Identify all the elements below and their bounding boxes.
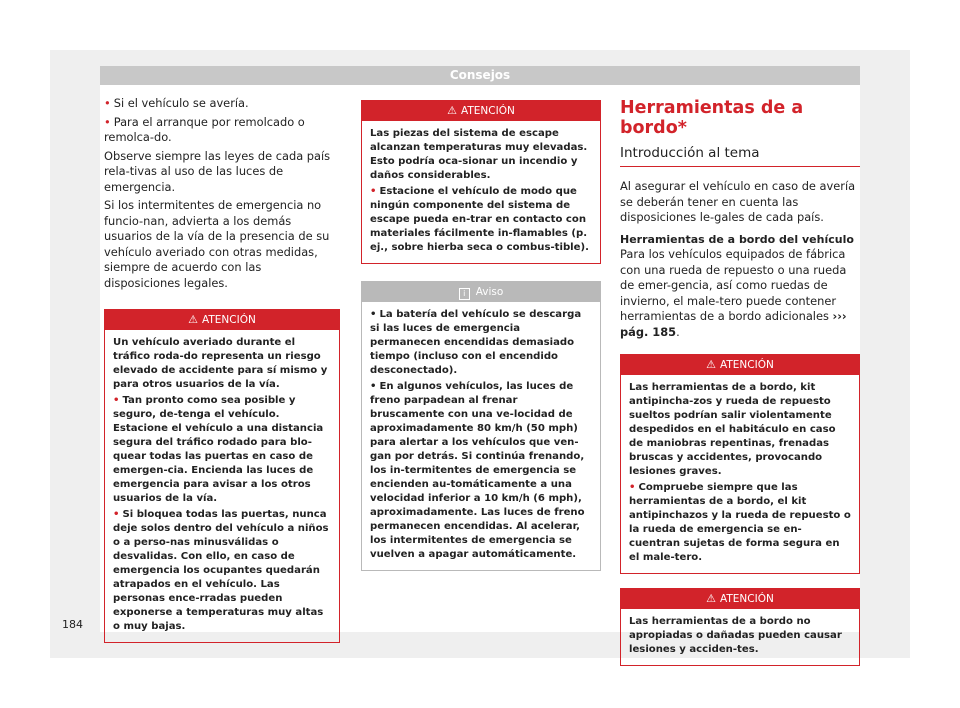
bullet-icon: • [104,114,111,129]
column-left [104,96,340,643]
list-item-text: Tan pronto como sea posible y seguro, de-tenga el vehículo. Estacione el vehículo a una distancia segura del tráfico rodado para blo-quear todas las puertas en caso de emergen-cia. Encienda las luces de emergencia para avisar a los otros usuarios de la vía. [113,395,324,504]
warning-body [621,609,859,665]
list-item-text: Compruebe siempre que las herramientas de a bordo, el kit antipinchazos y la rueda de repuesto o la rueda de emergencia se en-cuentran sujetas de forma segura en el male-tero. [629,482,851,563]
list-item-text: Si bloquea todas las puertas, nunca deje solos dentro del vehículo a niños o a perso-nas minusválidas o desvalidas. Con ello, en caso de emergencia los ocupantes quedarán atrapados en el vehículo. Las personas ence-rradas pueden exponerse a temperaturas muy altas o muy bajas. [113,509,329,632]
warning-text: Las herramientas de a bordo, kit antipincha-zos y rueda de repuesto sueltos podrían salir violentamente despedidos en el habitáculo en caso de maniobras repentinas, frenadas bruscas y accidentes, provocando lesiones graves. [629,382,836,477]
warning-header [621,355,859,375]
bullet-icon: • [113,509,120,520]
warning-box [620,354,860,574]
list-item [113,508,331,634]
list-item [629,481,851,565]
warning-title: ATENCIÓN [461,105,515,117]
bullet-icon: • [370,309,377,320]
section-header: Consejos [100,66,860,85]
note-body [362,302,600,570]
paragraph: Para los vehículos equipados de fábrica con una rueda de repuesto o una rueda de emer-gencia, así como ruedas de invierno, el male-tero puede contener herramientas de a bordo adicionales ››› pág. 185. [620,247,847,339]
note-title: Aviso [475,286,504,298]
warning-triangle-icon: ⚠ [706,592,717,605]
subheading: Herramientas de a bordo del vehículo [620,232,854,246]
column-right [620,98,860,666]
warning-box [361,100,601,264]
bullet-icon: • [113,395,120,406]
bullet-icon: • [104,96,111,110]
list-item [113,394,331,506]
warning-body [105,330,339,642]
warning-triangle-icon: ⚠ [447,104,458,117]
info-icon: i [459,288,470,300]
section-title: Herramientas de a bordo* [620,98,804,138]
list-item-text: La batería del vehículo se descarga si las luces de emergencia permanecen encendidas demasiado tiempo (incluso con el encendido desconectado). [370,309,582,376]
page-reference-link[interactable]: ››› pág. 185 [620,309,847,339]
list-item-text: En algunos vehículos, las luces de freno parpadean al frenar bruscamente con una ve-locidad de aproximadamente 80 km/h (50 mph) para alertar a los vehículos que ven-gan por detrás. Si continúa frenando, los in-termitentes de emergencia se encienden au-tomáticamente a una velocidad inferior a 10 km/h (6 mph), aproximadamente. Las luces de freno permanecen encendidas. Al acelerar, los intermitentes de emergencia se vuelven a apagar automáticamente. [370,381,585,560]
list-item [370,380,592,562]
warning-triangle-icon: ⚠ [188,313,199,326]
column-middle [361,100,601,571]
bullet-icon: • [629,482,636,493]
list-item [370,185,592,255]
list-item [370,308,592,378]
paragraph-text: Para los vehículos equipados de fábrica con una rueda de repuesto o una rueda de emer-gencia, así como ruedas de invierno, el male-tero puede contener herramientas de a bordo adicionales [620,247,847,323]
note-box [361,281,601,571]
paragraph: Si los intermitentes de emergencia no funcio-nan, advierta a los demás usuarios de la vía de la presencia de su vehículo averiado con otras medidas, siempre de acuerdo con las disposiciones legales. [104,198,330,290]
warning-title: ATENCIÓN [202,314,256,326]
section-subtitle: Introducción al tema [620,144,860,167]
warning-header [105,310,339,330]
paragraph: Al asegurar el vehículo en caso de avería se deberán tener en cuenta las disposiciones le-gales de cada país. [620,179,856,224]
warning-box [620,588,860,666]
warning-title: ATENCIÓN [720,359,774,371]
warning-title: ATENCIÓN [720,593,774,605]
paragraph: Observe siempre las leyes de cada país rela-tivas al uso de las luces de emergencia. [104,148,331,194]
warning-triangle-icon: ⚠ [706,358,717,371]
warning-text: Las herramientas de a bordo no apropiadas o dañadas pueden causar lesiones y acciden-tes. [629,616,842,655]
bullet-icon: • [370,381,377,392]
warning-text: Las piezas del sistema de escape alcanzan temperaturas muy elevadas. Esto podría oca-sionar un incendio y daños considerables. [370,128,588,181]
page-number: 184 [62,618,83,631]
bullet-icon: • [370,186,377,197]
list-item-text: Para el arranque por remolcado o remolca-do. [104,114,305,144]
warning-text: Un vehículo averiado durante el tráfico roda-do representa un riesgo elevado de accidente para sí mismo y para otros usuarios de la vía. [113,337,328,390]
warning-header [362,101,600,121]
list-item-text: Estacione el vehículo de modo que ningún componente del sistema de escape pueda en-trar en contacto con materiales fácilmente in-flamables (p. ej., sobre hierba seca o combus-tible). [370,186,589,253]
warning-box [104,309,340,643]
list-item [104,115,340,146]
note-header [362,282,600,302]
warning-body [621,375,859,573]
warning-body [362,121,600,263]
list-item [104,96,340,112]
warning-header [621,589,859,609]
list-item-text: Si el vehículo se avería. [113,96,249,110]
